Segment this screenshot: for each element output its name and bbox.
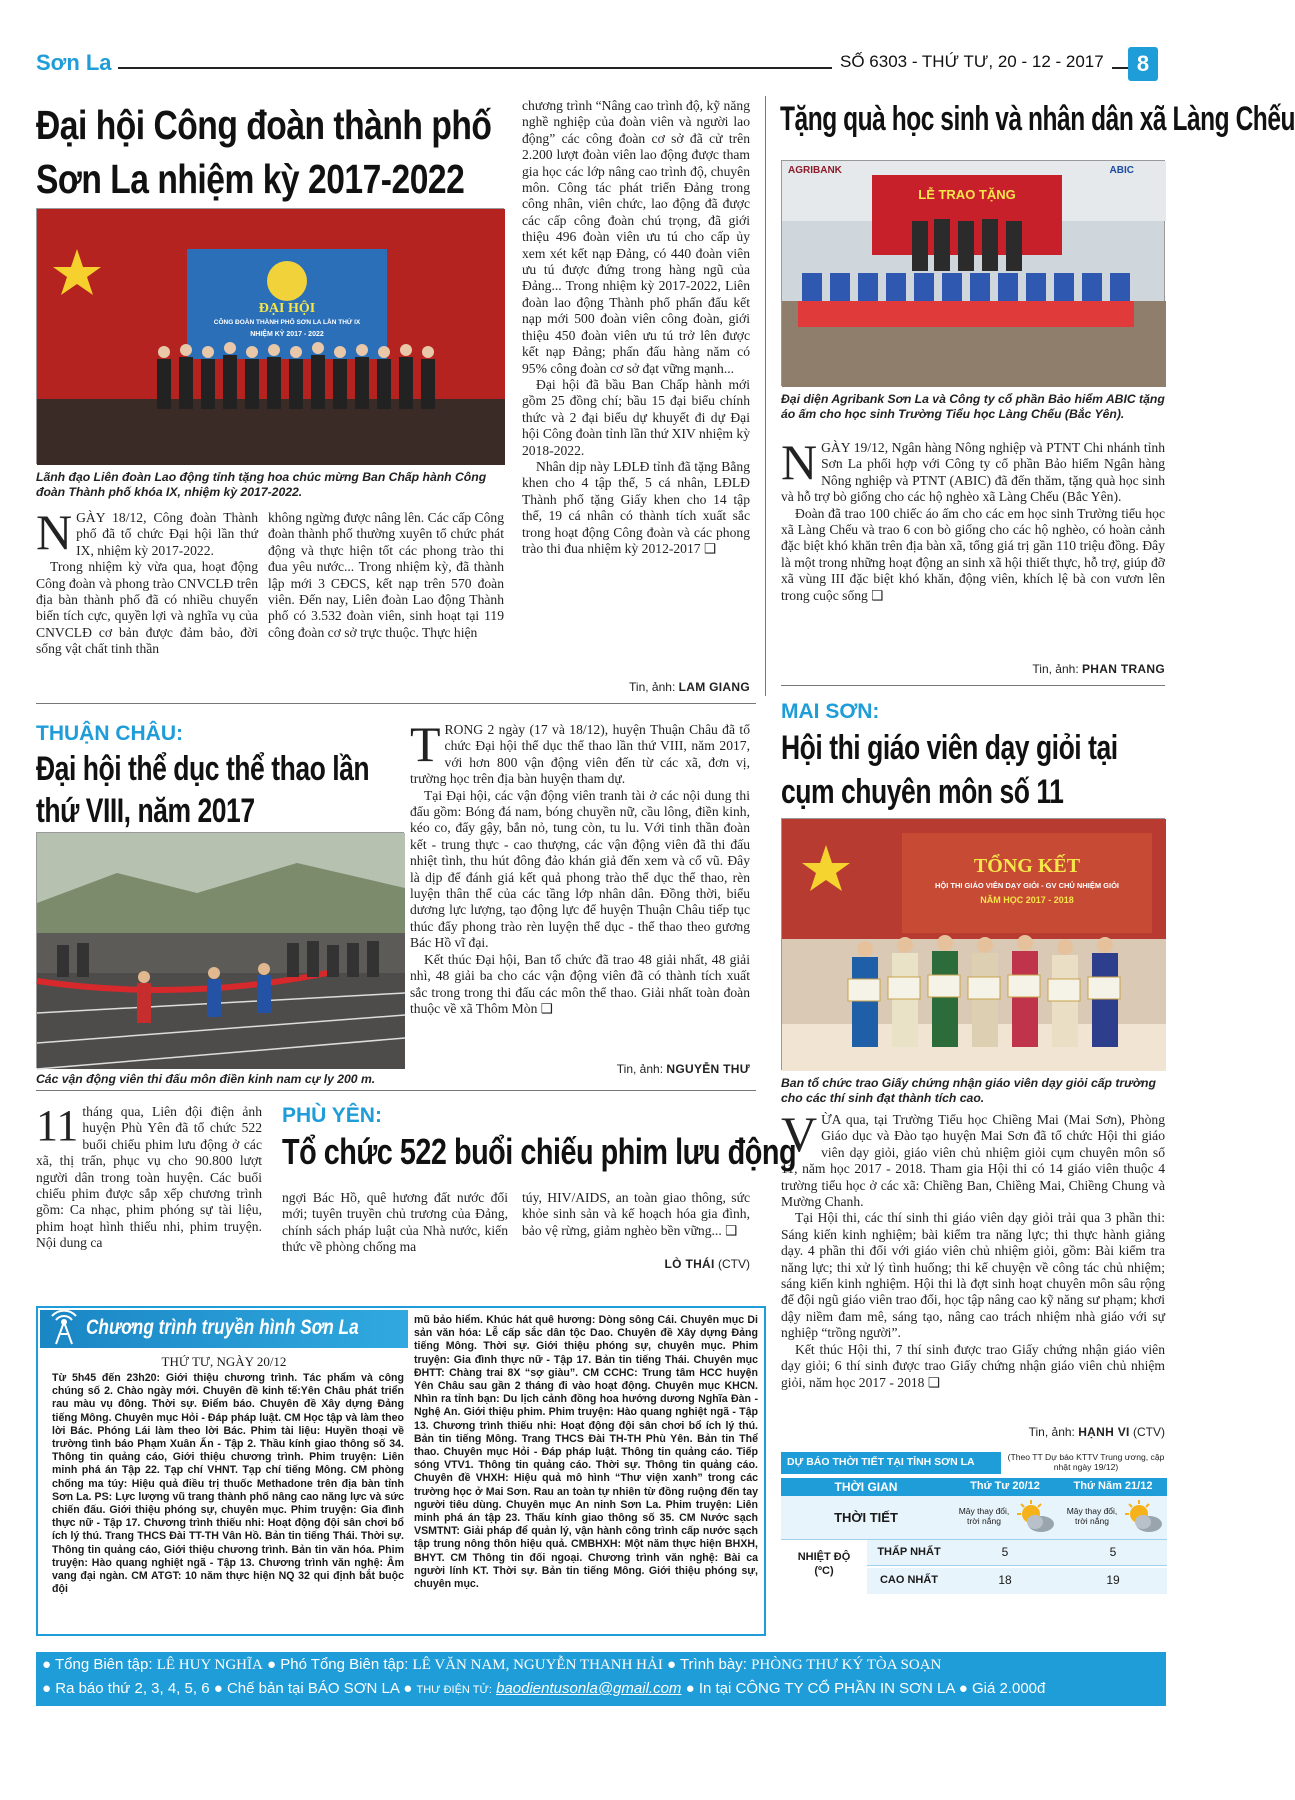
article3-lead: RONG 2 ngày (17 và 18/12), huyện Thuận Châu đã tổ chức Đại hội thể dục thể thao lần thứ VIII, năm 2017, với hơn 800 vận động viên đến từ các xã, đơn vị, trường học trên địa bàn huyện tham dự. <box>410 722 750 787</box>
weather-day2: Thứ Năm 21/12 <box>1073 1480 1153 1492</box>
weather-box <box>781 1452 1167 1640</box>
footer-label: Phó Tổng Biên tập: <box>280 1656 409 1673</box>
article5-lead: tháng qua, Liên đội điện ảnh huyện Phù Yên đã tổ chức 522 buổi chiếu phim lưu động ở các xã, thị trấn, phục vụ cho 90.800 lượt người dân trong toàn huyện. Các buổi chiếu phim được sắp xếp chương trình gồm: Ca nhạc, phim phóng sự tài liệu, phim hoạt hình thiếu nhi, phim truyện. Nội dung ca <box>36 1104 262 1251</box>
sun-cloud-icon <box>1125 1500 1163 1536</box>
article3-credit <box>410 1062 750 1076</box>
weather-condition-label: THỜI TIẾT <box>834 1510 898 1525</box>
dropcap: N <box>36 504 73 560</box>
article4-banner-title: TỔNG KẾT <box>973 855 1081 877</box>
article1-column-1 <box>36 504 258 658</box>
tv-title-bar <box>40 1310 408 1348</box>
low-label: THẤP NHẤT <box>877 1546 941 1558</box>
footer-printer: In tại CÔNG TY CỔ PHẦN IN SƠN LA <box>698 1680 955 1697</box>
footer-email-link[interactable]: baodientusonla@gmail.com <box>496 1680 682 1697</box>
article5-column-1 <box>36 1101 262 1252</box>
tv-date: THỨ TƯ, NGÀY 20/12 <box>161 1354 287 1369</box>
article1-caption: Lãnh đạo Liên đoàn Lao động tỉnh tặng hoa chúc mừng Ban Chấp hành Công đoàn Thành phố khóa IX, nhiệm kỳ 2017-2022. <box>36 470 487 499</box>
weather-day2-desc: Mây thay đổi, trời nắng <box>1066 1506 1118 1526</box>
issue-info: SỐ 6303 - THỨ TƯ, 20 - 12 - 2017 <box>832 52 1112 72</box>
column-divider <box>765 96 766 696</box>
article1-paragraph: Nhân dịp này LĐLĐ tỉnh đã tặng Bằng khen cho 4 tập thể, 5 cá nhân, LĐLĐ Thành phố tặng Giấy khen cho 14 tập thể, 19 cá nhân có thành tích xuất sắc trong hoạt động Công đoàn và các phong trào thi đua nhiệm kỳ 2012-2017 ❑ <box>522 458 750 556</box>
credit-prefix: Tin, ảnh: <box>1032 662 1079 676</box>
credit-suffix: (CTV) <box>718 1257 750 1271</box>
credit-prefix: Tin, ảnh: <box>1028 1425 1075 1439</box>
article5-credit <box>522 1257 750 1271</box>
credit-prefix: Tin, ảnh: <box>629 680 676 694</box>
article1-paragraph: Trong nhiệm kỳ vừa qua, hoạt động Công đoàn và phong trào CNVCLĐ trên địa bàn thành phố đã có nhiều chuyển biến tích cực, quyền lợi và nghĩa vụ của CNVCLĐ cơ bản được đảm bảo, đời sống vật chất tinh thần <box>36 559 258 657</box>
article1-column-2 <box>268 510 504 641</box>
article1-banner-title: ĐẠI HỘI <box>258 301 316 316</box>
article4-kicker: MAI SƠN: <box>781 700 880 723</box>
antenna-icon <box>50 1314 78 1344</box>
article3-paragraph: Tại Đại hội, các vận động viên tranh tài ở các nội dung thi đấu gồm: Bóng đá nam, bóng chuyền nữ, cầu lông, điền kinh, kéo co, đẩy gậy, bắn nỏ, tung còn, tu lu. Với tinh thần đoàn kết - trung thực - cao thượng, các vận động viên đã thi đấu nhiệt tình, thu hút đông đảo khán giả đến xem và cổ vũ. Đây là dịp để đánh giá kết quả phong trào thể dục thể thao, rèn luyện thân thể của các tầng lớp nhân dân. Đồng thời, biểu dương lực lượng, tạo động lực để huyện Thuận Châu tiếp tục thúc đẩy phong trào rèn luyện thể dục - thể thao theo gương Bác Hồ vĩ đại. <box>410 787 750 951</box>
footer-prepress: Chế bản tại BÁO SƠN LA <box>226 1680 400 1697</box>
weather-title-bar <box>781 1452 1001 1474</box>
section-divider <box>36 1090 756 1091</box>
tv-column-1: Từ 5h45 đến 23h20: Giới thiệu chương trình. Tác phẩm và công chúng số 2. Chào ngày mới. Chuyên đề kinh tế:Yên Châu phát triển rau màu vụ đông. Thời sự. Điểm báo. Chuyên đề Xây dựng Đảng tiếng Mông. Chuyên mục Hỏi - Đáp pháp luật. CM Học tập và làm theo lời Bác. Phóng Lái làm theo lời Bác. Phim tài liệu: Huyền thoại về trường tình báo Phạm Xuân Ấn - Tập 2. Thầu kính giao thông số 34. Thông tin quảng cáo, Giới thiệu chương trình. Phim truyện: Liên minh phá án Tập 22. Tạp chí VHNT. Tạp chí tiếng Mông. CM phòng chống ma túy: Hiệu quả điều trị thuốc Methadone trên địa bàn tỉnh Sơn La. PS: Lực lượng vũ trang thành phố nâng cao năng lực và sức chiến đấu. Giới thiệu phóng sự, chuyên mục. Phim truyện: Gia đình thực nữ - Tập 17. Chương trình thiếu nhi: Hoạt động đội sân chơi bổ ích lý thú. Trang THCS Đài TT-TH Vân Hồ. Bản tin tiếng Thái. Thời sự. Thông tin quảng cáo, Giới thiệu chương trình. Bản tin văn hóa. Phim truyện: Hào quang nghiệt ngã - Tập 13. Chương trình văn nghệ: Âm vang đại ngàn. CM ATGT: 10 năm thực hiện NQ 32 qui định bắt buộc đội <box>52 1372 404 1596</box>
day1-high: 18 <box>998 1573 1012 1587</box>
article4-lead: ỪA qua, tại Trường Tiểu học Chiềng Mai (Mai Sơn), Phòng Giáo dục và Đào tạo huyện Mai Sơn đã tổ chức Hội thi giáo viên dạy giỏi, giáo viên chủ nhiệm giỏi cụm chuyên môn số 11, năm học 2017 - 2018. Tham gia Hội thi có 14 giáo viên thuộc 4 trường tiểu học ở các xã: Chiềng Ban, Chiềng Mai, Chiềng Chung và Mường Chanh. <box>781 1112 1165 1210</box>
article5-paragraph: túy, HIV/AIDS, an toàn giao thông, sức khỏe sinh sản và kế hoạch hóa gia đình, bảo vệ rừng, giảm nghèo bền vững... ❑ <box>522 1190 750 1238</box>
footer-publish-days: Ra báo thứ 2, 3, 4, 5, 6 <box>55 1680 210 1697</box>
article5-column-2 <box>282 1190 508 1256</box>
credit-prefix: Tin, ảnh: <box>616 1062 664 1076</box>
credit-name: NGUYỄN THƯ <box>666 1062 750 1076</box>
article1-headline: Đại hội Công đoàn thành phố Sơn La nhiệm kỳ 2017-2022 <box>36 102 492 202</box>
weather-title: DỰ BÁO THỜI TIẾT TẠI TỈNH SƠN LA <box>787 1456 975 1468</box>
section-name: Sơn La <box>36 50 112 75</box>
weather-temp-block <box>781 1540 1167 1596</box>
temp-label: NHIỆT ĐỘ <box>797 1551 851 1563</box>
weather-source: (Theo TT Dự báo KTTV Trung ương, cập nhật ngày 19/12) <box>1007 1452 1165 1472</box>
agribank-logo-text: AGRIBANK <box>788 165 842 176</box>
article1-banner-term: NHIỆM KỲ 2017 - 2022 <box>250 331 324 338</box>
credit-name: LAM GIANG <box>678 680 750 694</box>
article3-body <box>410 716 750 1017</box>
dropcap: T <box>410 716 441 772</box>
article3-headline: Đại hội thể dục thể thao lần thứ VIII, năm 2017 <box>36 750 370 830</box>
footer-price: Giá 2.000đ <box>971 1680 1046 1697</box>
article2-caption: Đại diện Agribank Sơn La và Công ty cổ phần Bảo hiểm ABIC tặng áo ấm cho học sinh Trường Tiểu học Làng Chếu (Bắc Yên). <box>781 392 1165 421</box>
article4-caption: Ban tổ chức trao Giấy chứng nhận giáo viên dạy giỏi cấp trường cho các thí sinh đạt thành tích cao. <box>781 1076 1156 1105</box>
weather-header-row <box>781 1478 1167 1496</box>
high-label: CAO NHẤT <box>879 1574 939 1586</box>
abic-logo-text: ABIC <box>1109 165 1134 176</box>
article4-body <box>781 1106 1165 1391</box>
credit-name: HẠNH VI <box>1078 1425 1130 1439</box>
tv-program-box <box>36 1306 766 1636</box>
credit-suffix: (CTV) <box>1133 1425 1165 1439</box>
weather-day1-desc: Mây thay đổi, trời nắng <box>958 1506 1010 1526</box>
article3-caption: Các vận động viên thi đấu môn điền kinh nam cự ly 200 m. <box>36 1072 376 1086</box>
section-divider <box>781 685 1165 686</box>
footer-value: PHÒNG THƯ KÝ TÒA SOẠN <box>751 1657 942 1673</box>
dropcap: V <box>781 1106 818 1162</box>
article2-photo <box>781 160 1165 386</box>
article3-photo <box>36 832 404 1068</box>
article1-photo <box>36 208 504 464</box>
article1-credit <box>522 680 750 694</box>
temp-unit: (ºC) <box>814 1565 834 1577</box>
article2-credit <box>781 662 1165 676</box>
footer-label: Trình bày: <box>679 1656 747 1673</box>
day2-high: 19 <box>1106 1573 1120 1587</box>
footer-email-label: THƯ ĐIỆN TỬ: <box>416 1684 492 1696</box>
weather-header-label: THỜI GIAN <box>834 1480 898 1494</box>
section-divider <box>36 703 756 704</box>
footer <box>36 1652 1166 1706</box>
tv-title: Chương trình truyền hình Sơn La <box>86 1316 359 1339</box>
article4-credit <box>781 1425 1165 1439</box>
footer-line-1: ● Tổng Biên tập: LÊ HUY NGHĨA ● Phó Tổng Biên tập: LÊ VĂN NAM, NGUYỄN THANH HẢI ● Trình bày: PHÒNG THƯ KÝ TÒA SOẠN <box>42 1656 942 1673</box>
article1-paragraph: không ngừng được nâng lên. Các cấp Công đoàn thành phố thường xuyên tổ chức phát động và thực hiện tốt các phong trào thi đua yêu nước... Trong nhiệm kỳ, đã thành lập mới 3 CĐCS, kết nạp trên 570 đoàn viên. Đến nay, Liên đoàn Lao động Thành phố có 3.532 đoàn viên, sinh hoạt tại 119 công đoàn cơ sở trực thuộc. Thực hiện <box>268 510 504 640</box>
article2-paragraph: Đoàn đã trao 100 chiếc áo ấm cho các em học sinh Trường tiểu học xã Làng Chếu và trao 6 con bò giống cho các hộ nghèo, có hoàn cảnh đặc biệt khó khăn trên địa bàn xã, tổng giá trị gần 110 triệu đồng. Đây là một trong những hoạt động an sinh xã hội thiết thực, hỗ trợ, giúp đỡ xã vùng III đặc biệt khó khăn, động viên, khích lệ bà con vươn lên trong cuộc sống ❑ <box>781 505 1165 603</box>
article1-column-3 <box>522 98 750 557</box>
weather-day1: Thứ Tư 20/12 <box>970 1480 1040 1492</box>
article4-headline: Hội thi giáo viên dạy giỏi tại cụm chuyên môn số 11 <box>781 729 1118 811</box>
article5-column-3 <box>522 1190 750 1239</box>
article1-banner-sub: CÔNG ĐOÀN THÀNH PHỐ SƠN LA LẦN THỨ IX <box>213 319 361 326</box>
article3-kicker: THUẬN CHÂU: <box>36 722 183 745</box>
footer-label: Tổng Biên tập: <box>54 1656 153 1673</box>
article4-photo <box>781 818 1165 1070</box>
article5-paragraph: ngợi Bác Hồ, quê hương đất nước đổi mới; tuyên truyền chủ trương của Đảng, chính sách pháp luật của Nhà nước, kiến thức về phòng chống ma <box>282 1190 508 1255</box>
article4-paragraph: Tại Hội thi, các thí sinh thi giáo viên dạy giỏi trải qua 3 phần thi: Sáng kiến kinh nghiệm; bài kiểm tra năng lực; thi thực hành giảng dạy. 4 phần thi đối với giáo viên chủ nhiệm giỏi, gồm: Bài kiểm tra năng lực; thi xử lý tình huống; thi kể chuyện về công tác chủ nhiệm; sáng kiến kinh nghiệm. Hội thi là đợt sinh hoạt chuyên môn sâu rộng để đội ngũ giáo viên trao đổi, học tập nâng cao kỹ năng sư phạm; khơi dậy niềm đam mê, sáng tạo, nâng cao trách nhiệm nhà giáo với sự nghiệp “trồng người”. <box>781 1210 1165 1341</box>
article1-paragraph: Đại hội đã bầu Ban Chấp hành mới gồm 25 đồng chí; bầu 15 đại biểu chính thức và 2 đại biểu dự khuyết đi dự Đại hội Công đoàn tỉnh lần thứ XIV nhiệm kỳ 2018-2022. <box>522 376 750 458</box>
article2-lead: GÀY 19/12, Ngân hàng Nông nghiệp và PTNT Chi nhánh tỉnh Sơn La phối hợp với Công ty cổ phần Bảo hiểm Ngân hàng Nông nghiệp và PTNT (ABIC) đã đến thăm, tặng quà học sinh và hỗ trợ bò giống cho các hộ nghèo xã Làng Chếu (Bắc Yên). <box>781 440 1165 505</box>
footer-value: LÊ HUY NGHĨA <box>156 1657 263 1673</box>
masthead <box>36 50 1166 82</box>
credit-name: PHAN TRANG <box>1082 662 1165 676</box>
weather-low-row <box>867 1540 1167 1566</box>
article1-paragraph: chương trình “Nâng cao trình độ, kỹ năng nghề nghiệp của đoàn viên và người lao động” các công đoàn cơ sở đã cử trên 2.200 lượt đoàn viên lao động được tham gia học các lớp nâng cao trình độ, chuyên môn. Công tác phát triển Đảng trong công nhân, viên chức, lao động đã được các cấp công đoàn chú trọng, đã giới thiệu 496 đoàn viên ưu tú cho cấp ủy xem xét kết nạp Đảng, có 440 đoàn viên ưu tú được đứng trong hàng ngũ của Đảng... Trong nhiệm kỳ 2017-2022, Liên đoàn lao động Thành phố phấn đấu kết nạp mới 500 đoàn viên công đoàn, giới thiệu 450 đoàn viên ưu tú trở lên được kết nạp Đảng; phấn đấu hàng năm có 95% công đoàn cơ sở đạt vững mạnh... <box>522 98 750 376</box>
day1-low: 5 <box>1001 1545 1009 1559</box>
article4-banner-sub: HỘI THI GIÁO VIÊN DẠY GIỎI - GV CHỦ NHIỆM GIỎI <box>934 881 1120 890</box>
article4-paragraph: Kết thúc Hội thi, 7 thí sinh được trao Giấy chứng nhận giáo viên dạy giỏi; 6 thí sinh được trao Giấy chứng nhận giáo viên chủ nhiệm giỏi, năm học 2017 - 2018 ❑ <box>781 1341 1165 1390</box>
credit-name: LÒ THÁI <box>664 1257 715 1271</box>
footer-line-2: ● Ra báo thứ 2, 3, 4, 5, 6 ● Chế bản tại BÁO SƠN LA ● THƯ ĐIỆN TỬ: baodientusonla@gmail.com ● In tại CÔNG TY CỔ PHẦN IN SƠN LA ● Giá 2.000đ <box>42 1680 1046 1697</box>
article5-kicker: PHÙ YÊN: <box>282 1104 382 1127</box>
dropcap: N <box>781 434 818 490</box>
article3-paragraph: Kết thúc Đại hội, Ban tổ chức đã trao 48 giải nhất, 48 giải nhì, 48 giải ba cho các vận động viên đã có thành tích xuất sắc trong trong thi đấu các môn thể thao. Giải nhất toàn đoàn thuộc về xã Thôm Mòn ❑ <box>410 951 750 1016</box>
footer-value: LÊ VĂN NAM, NGUYỄN THANH HẢI <box>412 1657 663 1673</box>
dropcap: 11 <box>36 1101 79 1150</box>
tv-column-2: mũ bảo hiểm. Khúc hát quê hương: Dòng sông Cái. Chuyên mục Di sản văn hóa: Lễ cấp sắc dân tộc Dao. Chuyên đề Xây dựng Đảng tiếng Mông. Thời sự. Giới thiệu phóng sự, chuyên mục. Phim truyện: Gia đình thực nữ - Tập 17. Bản tin tiếng Thái. Chuyên mục ĐHTT: Chàng trai 8X “sợ giàu”. CM CCHC: Trung tâm HCC huyện Yên Châu sau gần 2 tháng đi vào hoạt động. Chuyên mục KHCN. Nhìn ra tỉnh bạn: Du lịch cảnh đồng hoa hướng dương Nghĩa Đàn - Nghệ An. Giới thiệu phim. Phim truyện: Hào quang nghiệt ngã - Tập 13. Chương trình thiếu nhi: Hoạt động đội sân chơi bổ ích lý thú. Bản tin tiếng Mông. Trang THCS Đài TH-TH Phù Yên. Bản tin Thể thao. Chuyên mục Hỏi - Đáp pháp luật. Thông tin quảng cáo. Tiếp sóng VTV1. Thông tin quảng cáo. Thời sự. Thông tin quảng cáo. Chuyên đề VHXH: Hiệu quả mô hình “Thư viện xanh” trong các trường học ở Mai Sơn. Rau an toàn tự nhiên từ đồng ruộng đến tay người tiêu dùng. Chuyên mục An ninh Sơn La. Phim truyện: Liên minh phá án tập 23. Thấu kính giao thông số 35. CM Nước sạch VSMTNT: Giải pháp để quản lý, vận hành công trình cấp nước sạch tập trung nông thôn hiệu quả. CMBHXH: Một năm thực hiện BHXH, BHYT. CM Thông tin đối ngoại. Chương trình văn nghệ: Bài ca người lính KT. Thời sự. Bản tin tiếng Mông. Giới thiệu phóng sự, chuyên mục. <box>414 1314 758 1591</box>
sun-cloud-icon <box>1017 1500 1055 1536</box>
weather-condition-row <box>781 1496 1167 1540</box>
article2-headline: Tặng quà học sinh và nhân dân xã Làng Chếu <box>780 100 1295 138</box>
article2-body <box>781 434 1165 604</box>
weather-temp-label <box>781 1550 867 1578</box>
day2-low: 5 <box>1109 1545 1117 1559</box>
article2-banner-title: LỄ TRAO TẶNG <box>918 187 1016 202</box>
article5-headline: Tổ chức 522 buổi chiếu phim lưu động <box>282 1131 797 1172</box>
weather-high-row <box>867 1568 1167 1594</box>
article4-banner-term: NĂM HỌC 2017 - 2018 <box>980 895 1074 905</box>
page-number: 8 <box>1128 47 1158 81</box>
article1-lead: GÀY 18/12, Công đoàn Thành phố đã tổ chức Đại hội lần thứ IX, nhiệm kỳ 2017-2022. <box>76 510 258 558</box>
